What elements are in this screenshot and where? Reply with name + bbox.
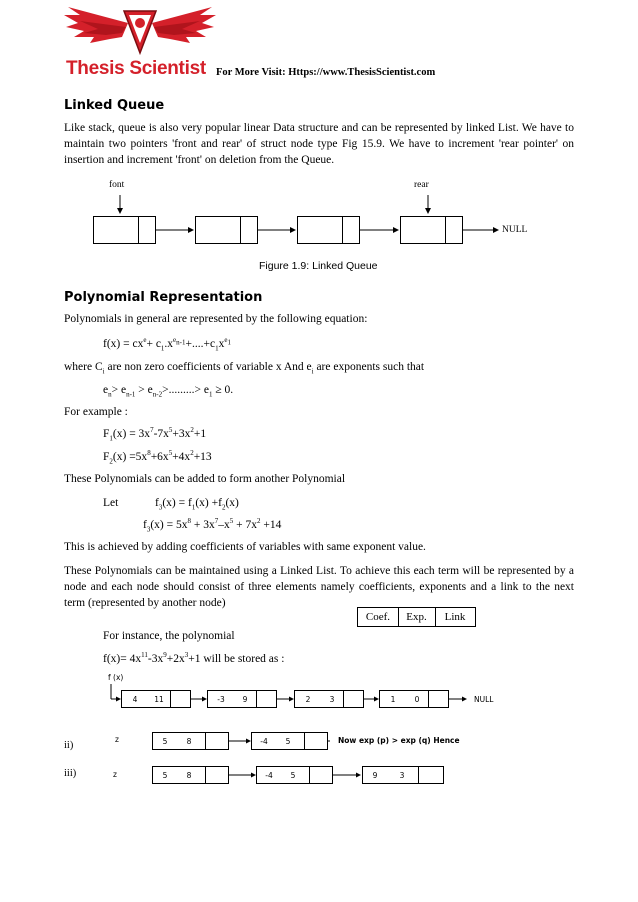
fx-node-exp: 0 — [414, 694, 420, 704]
fx-label: f (x) — [108, 673, 124, 682]
achieved-text: This is achieved by adding coefficients of variables with same exponent value. — [64, 541, 426, 553]
order-line: $e_n> e_{n-1} > e_{n-2}>.........> e_1 \ge 0$. — [103, 384, 234, 399]
rear-label: rear — [414, 180, 429, 190]
order-final: ≥ 0. — [212, 384, 234, 396]
fx-node-exp: 9 — [242, 694, 248, 704]
sum-definition: $f_3(x) = f_1(x) +f_2(x)$ — [155, 497, 239, 512]
polynomial-intro: Polynomials in general are represented by the following equation: — [64, 313, 368, 325]
order-text: > e — [111, 384, 127, 396]
iii-node — [256, 766, 333, 784]
logo-emblem-icon — [60, 3, 220, 63]
where-text: where C — [64, 361, 103, 373]
stored-text: will be stored as : — [200, 653, 285, 665]
sum-end: (x) — [225, 497, 239, 509]
linked-queue-paragraph: Like stack, queue is also very popular linear Data structure and can be represented by linked List. We have to maintain two pointers 'front and rear' of struct node type Fig 15.9. We have to increment 'rear pointer' on insertion and increment 'front' on deletion from the Queue. — [64, 122, 574, 166]
general-equation: $f(x) = cx^e+ c_1.x^{e_{n-1}}+....+c_1x^{e_1}$ — [103, 336, 231, 353]
iii-node — [152, 766, 229, 784]
iii-node-coef: 5 — [162, 770, 168, 780]
ii-node-exp: 8 — [186, 736, 192, 746]
linked-queue-heading: Linked Queue — [64, 98, 165, 113]
fx-node — [207, 690, 277, 708]
fx-null-label: NULL — [474, 695, 494, 704]
fx-node — [121, 690, 191, 708]
f2-label: F — [103, 451, 110, 463]
added-text: These Polynomials can be added to form another Polynomial — [64, 473, 346, 485]
f2-rest: (x) =5x — [112, 451, 148, 463]
iii-node-coef: -4 — [265, 770, 273, 780]
general-eq-text: f(x) = cx — [103, 338, 144, 350]
node-layout — [357, 607, 476, 627]
fx-node-coef: 2 — [305, 694, 311, 704]
queue-node — [297, 216, 360, 244]
sum-result-text: (x) = 5x — [150, 519, 188, 531]
fx-node-exp: 3 — [329, 694, 335, 704]
figure-caption: Figure 1.9: Linked Queue — [259, 260, 378, 272]
iii-node-exp: 5 — [290, 770, 296, 780]
where-end: are exponents such that — [313, 361, 425, 373]
where-rest: are non zero coefficients of variable x And e — [104, 361, 312, 373]
f1-rest: (x) = 3x — [112, 428, 151, 440]
let-label: Let — [103, 497, 119, 509]
poly-example-text: f(x)= 4x — [103, 653, 142, 665]
coef-field: Coef. — [365, 611, 391, 623]
f1-label: F — [103, 428, 110, 440]
logo-text: Thesis Scientist — [66, 58, 206, 79]
iii-node-exp: 8 — [186, 770, 192, 780]
z-label-ii: z — [115, 735, 119, 744]
fx-node-exp: 11 — [154, 694, 164, 704]
ii-node — [152, 732, 229, 750]
maintained-text: These Polynomials can be maintained using a Linked List. To achieve this each term will be represented by a node and each node should consist of three elements namely coefficients, exponents and a link to the next term (represented by another node) — [64, 565, 574, 609]
queue-null-label: NULL — [502, 225, 528, 235]
sum-def: (x) = f — [162, 497, 192, 509]
roman-ii: ii) — [64, 740, 74, 751]
for-example: For example : — [64, 406, 128, 418]
fx-node — [294, 690, 364, 708]
ii-node-coef: 5 — [162, 736, 168, 746]
ii-node — [251, 732, 328, 750]
sum-result: $f_3(x) = 5x^8 + 3x^7-x^5 + 7x^2 +14$ — [143, 517, 282, 534]
queue-node — [195, 216, 258, 244]
logo — [60, 3, 220, 83]
front-label: font — [109, 180, 125, 190]
iii-node — [362, 766, 444, 784]
visit-text: For More Visit: Https://www.ThesisScientist.com — [216, 67, 436, 78]
f2-equation: $F_2(x) =5x^8+6x^5+4x^2+13$ — [103, 449, 212, 466]
order-end: >.........> e — [162, 384, 209, 396]
fx-node-coef: -3 — [217, 694, 225, 704]
roman-iii: iii) — [64, 768, 77, 779]
exp-field: Exp. — [406, 611, 427, 623]
sum-mid: (x) +f — [195, 497, 222, 509]
ii-note: Now exp (p) > exp (q) Hence — [338, 736, 460, 745]
polynomial-heading: Polynomial Representation — [64, 290, 263, 305]
z-label-iii: z — [113, 770, 117, 779]
instance-text: For instance, the polynomial — [103, 630, 235, 642]
f1-equation: $F_1(x) = 3x^7-7x^5+3x^2+1$ — [103, 426, 207, 443]
queue-node — [400, 216, 463, 244]
ii-node-exp: 5 — [285, 736, 291, 746]
fx-node-coef: 4 — [132, 694, 138, 704]
iii-node-coef: 9 — [372, 770, 378, 780]
fx-node — [379, 690, 449, 708]
fx-node-coef: 1 — [390, 694, 396, 704]
poly-example: $f(x)= 4x^{11}-3x^9+2x^3+1$ will be stored as : — [103, 651, 285, 665]
iii-node-exp: 3 — [399, 770, 405, 780]
link-field: Link — [444, 611, 466, 623]
where-line: where $C_i$ are non zero coefficients of variable x And $e_i$ are exponents such that — [64, 361, 425, 376]
queue-node — [93, 216, 156, 244]
ii-node-coef: -4 — [260, 736, 268, 746]
